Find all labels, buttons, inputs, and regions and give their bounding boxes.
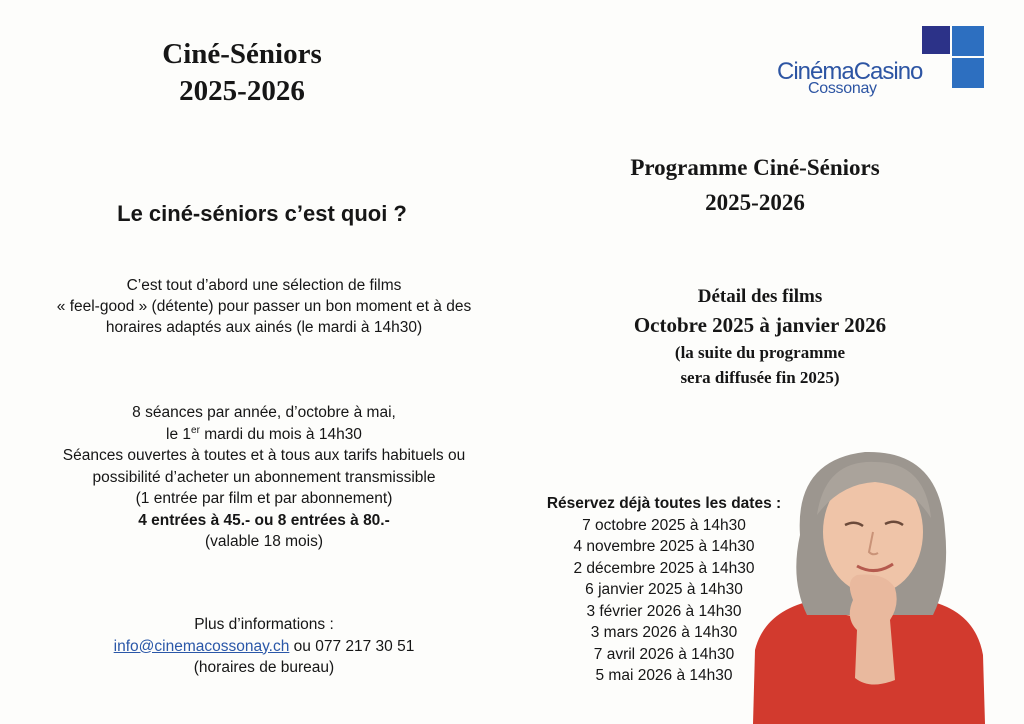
films-note: sera diffusée fin 2025): [680, 368, 840, 387]
logo-square-blue: [952, 26, 984, 56]
schedule-rest: mardi du mois à 14h30: [199, 425, 362, 443]
sessions-line: (1 entrée par film et par abonnement): [135, 490, 393, 507]
ordinal-suffix: er: [191, 424, 200, 436]
sessions-schedule-line: [14, 424, 514, 446]
programme-title-season: 2025-2026: [705, 190, 805, 215]
logo-square-blue: [952, 58, 984, 88]
sessions-line: possibilité d’acheter un abonnement transmissible: [92, 468, 436, 486]
films-detail: [560, 283, 960, 390]
date-item: 4 novembre 2025 à 14h30: [573, 538, 755, 555]
sessions-line: Séances ouvertes à toutes et à tous aux tarifs habituels ou: [62, 447, 466, 464]
office-hours-note: (horaires de bureau): [193, 659, 335, 676]
programme-title: [560, 150, 950, 220]
schedule-prefix: le 1: [166, 425, 192, 443]
page-title: [92, 36, 392, 110]
sessions-line: 8 séances par année, d’octobre à mai,: [132, 404, 396, 421]
pricing-line: 4 entrées à 45.- ou 8 entrées à 80.-: [138, 511, 390, 529]
logo-name: CinémaCasino: [777, 58, 923, 85]
intro-line: C’est tout d’abord une sélection de films: [126, 277, 402, 294]
email-link[interactable]: info@cinemacossonay.ch: [113, 637, 290, 655]
date-item: 3 mars 2026 à 14h30: [590, 624, 738, 641]
contact-heading: Plus d’informations :: [194, 616, 334, 633]
date-item: 2 décembre 2025 à 14h30: [573, 559, 755, 577]
logo-town: Cossonay: [808, 80, 877, 97]
date-item: 6 janvier 2025 à 14h30: [585, 581, 743, 598]
date-item: 7 octobre 2025 à 14h30: [582, 516, 746, 534]
contact-line: [14, 636, 514, 658]
page-title-season: 2025-2026: [179, 75, 305, 107]
intro-paragraph: [14, 275, 514, 338]
programme-title-line1: Programme Ciné-Séniors: [630, 155, 880, 180]
date-item: 5 mai 2026 à 14h30: [595, 667, 733, 684]
senior-woman-portrait: [745, 440, 990, 724]
date-item: 3 février 2026 à 14h30: [586, 602, 742, 620]
sessions-info: [14, 402, 514, 553]
section-heading: Le ciné-séniors c’est quoi ?: [117, 201, 407, 226]
dates-heading: Réservez déjà toutes les dates :: [546, 495, 782, 512]
cinema-logo: [774, 24, 986, 104]
date-item: 7 avril 2026 à 14h30: [593, 645, 735, 663]
phone-text: ou 077 217 30 51: [289, 637, 415, 655]
intro-line: horaires adaptés aux ainés (le mardi à 14h30): [105, 319, 423, 336]
contact-info: [14, 614, 514, 679]
validity-line: (valable 18 mois): [204, 533, 324, 550]
intro-line: « feel-good » (détente) pour passer un bon moment et à des: [56, 298, 472, 315]
films-note: (la suite du programme: [674, 343, 846, 362]
films-heading: Détail des films: [697, 286, 823, 307]
page-title-line1: Ciné-Séniors: [162, 38, 322, 70]
logo-square-dark: [922, 26, 950, 54]
films-period: Octobre 2025 à janvier 2026: [633, 313, 887, 337]
